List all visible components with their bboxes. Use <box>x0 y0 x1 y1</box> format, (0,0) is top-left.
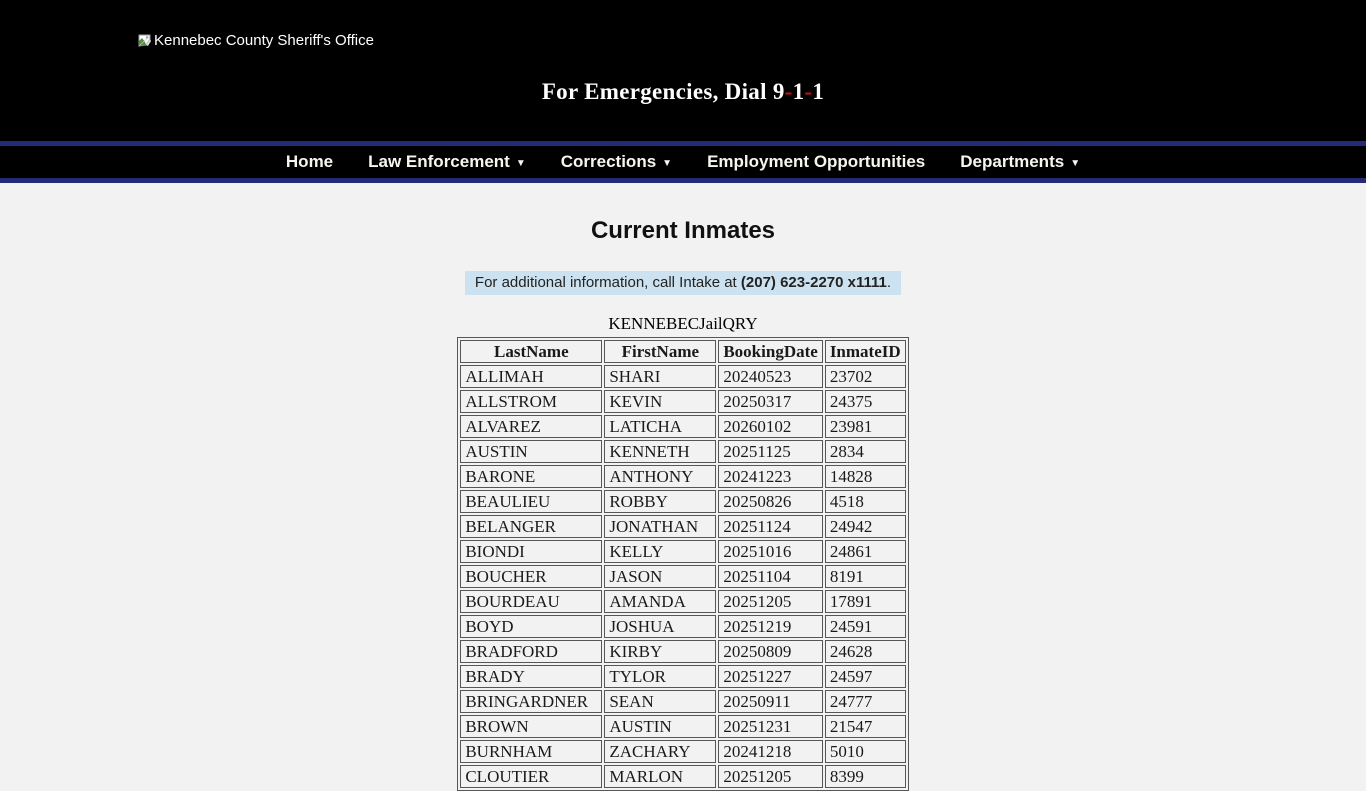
table-cell: KIRBY <box>604 640 716 663</box>
column-header-bookingdate: BookingDate <box>718 340 822 363</box>
nav-item-label: Employment Opportunities <box>707 152 926 171</box>
intake-info-line <box>0 271 1366 295</box>
table-cell: 20241218 <box>718 740 822 763</box>
table-cell: 20251205 <box>718 765 822 788</box>
table-cell: KELLY <box>604 540 716 563</box>
table-cell: 20251104 <box>718 565 822 588</box>
table-row <box>460 515 905 538</box>
table-cell: 24628 <box>825 640 906 663</box>
site-header <box>0 0 1366 141</box>
nav-item-corrections[interactable] <box>561 152 672 172</box>
table-cell: BIONDI <box>460 540 602 563</box>
table-cell: BURNHAM <box>460 740 602 763</box>
table-cell: 23981 <box>825 415 906 438</box>
table-row <box>460 540 905 563</box>
table-row <box>460 765 905 788</box>
table-cell: ZACHARY <box>604 740 716 763</box>
table-row <box>460 440 905 463</box>
table-cell: BEAULIEU <box>460 490 602 513</box>
table-cell: 20251124 <box>718 515 822 538</box>
table-cell: ROBBY <box>604 490 716 513</box>
table-cell: BOUCHER <box>460 565 602 588</box>
table-cell: BRADY <box>460 665 602 688</box>
table-row <box>460 715 905 738</box>
table-cell: 17891 <box>825 590 906 613</box>
table-cell: 24861 <box>825 540 906 563</box>
table-cell: 20251219 <box>718 615 822 638</box>
table-row <box>460 565 905 588</box>
nav-item-label: Corrections <box>560 152 657 171</box>
nav-item-home[interactable] <box>286 152 333 172</box>
nav-item-employment-opportunities[interactable] <box>707 152 925 172</box>
nav-item-label: Departments <box>960 152 1065 171</box>
table-cell: JOSHUA <box>604 615 716 638</box>
table-row <box>460 415 905 438</box>
table-cell: BOURDEAU <box>460 590 602 613</box>
table-cell: 24591 <box>825 615 906 638</box>
nav-item-label: Law Enforcement <box>368 152 510 171</box>
table-cell: 20251016 <box>718 540 822 563</box>
table-cell: 24777 <box>825 690 906 713</box>
table-cell: 23702 <box>825 365 906 388</box>
nav-item-departments[interactable] <box>960 152 1080 172</box>
table-cell: BROWN <box>460 715 602 738</box>
table-cell: LATICHA <box>604 415 716 438</box>
table-row <box>460 740 905 763</box>
chevron-down-icon: ▼ <box>515 158 526 169</box>
table-cell: BELANGER <box>460 515 602 538</box>
table-cell: 20250317 <box>718 390 822 413</box>
table-cell: ALVAREZ <box>460 415 602 438</box>
intake-info-suffix: . <box>886 274 892 291</box>
table-cell: BOYD <box>460 615 602 638</box>
table-cell: SEAN <box>604 690 716 713</box>
table-cell: JONATHAN <box>604 515 716 538</box>
table-caption: KENNEBECJailQRY <box>608 314 758 333</box>
table-cell: 20260102 <box>718 415 822 438</box>
table-cell: AUSTIN <box>604 715 716 738</box>
table-cell: 20250911 <box>718 690 822 713</box>
table-cell: BRADFORD <box>460 640 602 663</box>
table-cell: KEVIN <box>604 390 716 413</box>
nav-item-law-enforcement[interactable] <box>368 152 526 172</box>
table-row <box>460 690 905 713</box>
table-cell: MARLON <box>604 765 716 788</box>
table-cell: 20251231 <box>718 715 822 738</box>
table-cell: TYLOR <box>604 665 716 688</box>
nav-bottom-rule <box>0 178 1366 183</box>
table-cell: JASON <box>604 565 716 588</box>
main-nav <box>0 146 1366 178</box>
table-cell: 14828 <box>825 465 906 488</box>
table-row <box>460 590 905 613</box>
main-content <box>0 216 1366 791</box>
table-cell: ANTHONY <box>604 465 716 488</box>
table-cell: CLOUTIER <box>460 765 602 788</box>
intake-info-prefix: For additional information, call Intake at <box>474 274 741 291</box>
table-row <box>460 390 905 413</box>
table-cell: AMANDA <box>604 590 716 613</box>
table-cell: ALLSTROM <box>460 390 602 413</box>
table-cell: 4518 <box>825 490 906 513</box>
table-cell: 20251227 <box>718 665 822 688</box>
table-cell: KENNETH <box>604 440 716 463</box>
emergency-text-segment: 1 <box>812 79 825 104</box>
column-header-lastname: LastName <box>460 340 602 363</box>
column-header-inmateid: InmateID <box>825 340 906 363</box>
table-cell: 20241223 <box>718 465 822 488</box>
table-cell: 24597 <box>825 665 906 688</box>
emergency-banner <box>0 78 1366 106</box>
column-header-firstname: FirstName <box>604 340 716 363</box>
table-row <box>460 615 905 638</box>
table-cell: AUSTIN <box>460 440 602 463</box>
chevron-down-icon: ▼ <box>662 158 673 169</box>
table-cell: 5010 <box>825 740 906 763</box>
logo-alt-text: Kennebec County Sheriff's Office <box>154 32 374 49</box>
intake-phone-number: (207) 623-2270 x1111 <box>740 274 887 291</box>
table-row <box>460 665 905 688</box>
table-cell: 20250826 <box>718 490 822 513</box>
table-cell: 20250809 <box>718 640 822 663</box>
table-cell: 24942 <box>825 515 906 538</box>
table-cell: 8191 <box>825 565 906 588</box>
table-cell: 20251125 <box>718 440 822 463</box>
page-title: Current Inmates <box>590 217 776 244</box>
table-cell: 8399 <box>825 765 906 788</box>
table-cell: 2834 <box>825 440 906 463</box>
table-row <box>460 490 905 513</box>
table-cell: BARONE <box>460 465 602 488</box>
chevron-down-icon: ▼ <box>1070 158 1081 169</box>
nav-item-label: Home <box>285 152 334 171</box>
table-row <box>460 365 905 388</box>
table-row <box>460 465 905 488</box>
table-cell: ALLIMAH <box>460 365 602 388</box>
table-cell: 24375 <box>825 390 906 413</box>
emergency-text-segment: For Emergencies, Dial 9 <box>541 79 785 104</box>
emergency-dash: - <box>804 79 813 104</box>
table-header-row <box>460 340 905 363</box>
inmate-table <box>457 314 908 791</box>
table-row <box>460 640 905 663</box>
table-cell: 21547 <box>825 715 906 738</box>
emergency-text-segment: 1 <box>792 79 805 104</box>
table-cell: SHARI <box>604 365 716 388</box>
broken-image-icon <box>137 33 153 49</box>
site-logo[interactable] <box>0 0 1366 49</box>
table-cell: 20251205 <box>718 590 822 613</box>
emergency-dash: - <box>784 79 793 104</box>
table-cell: 20240523 <box>718 365 822 388</box>
table-cell: BRINGARDNER <box>460 690 602 713</box>
intake-info-highlight <box>465 271 901 295</box>
